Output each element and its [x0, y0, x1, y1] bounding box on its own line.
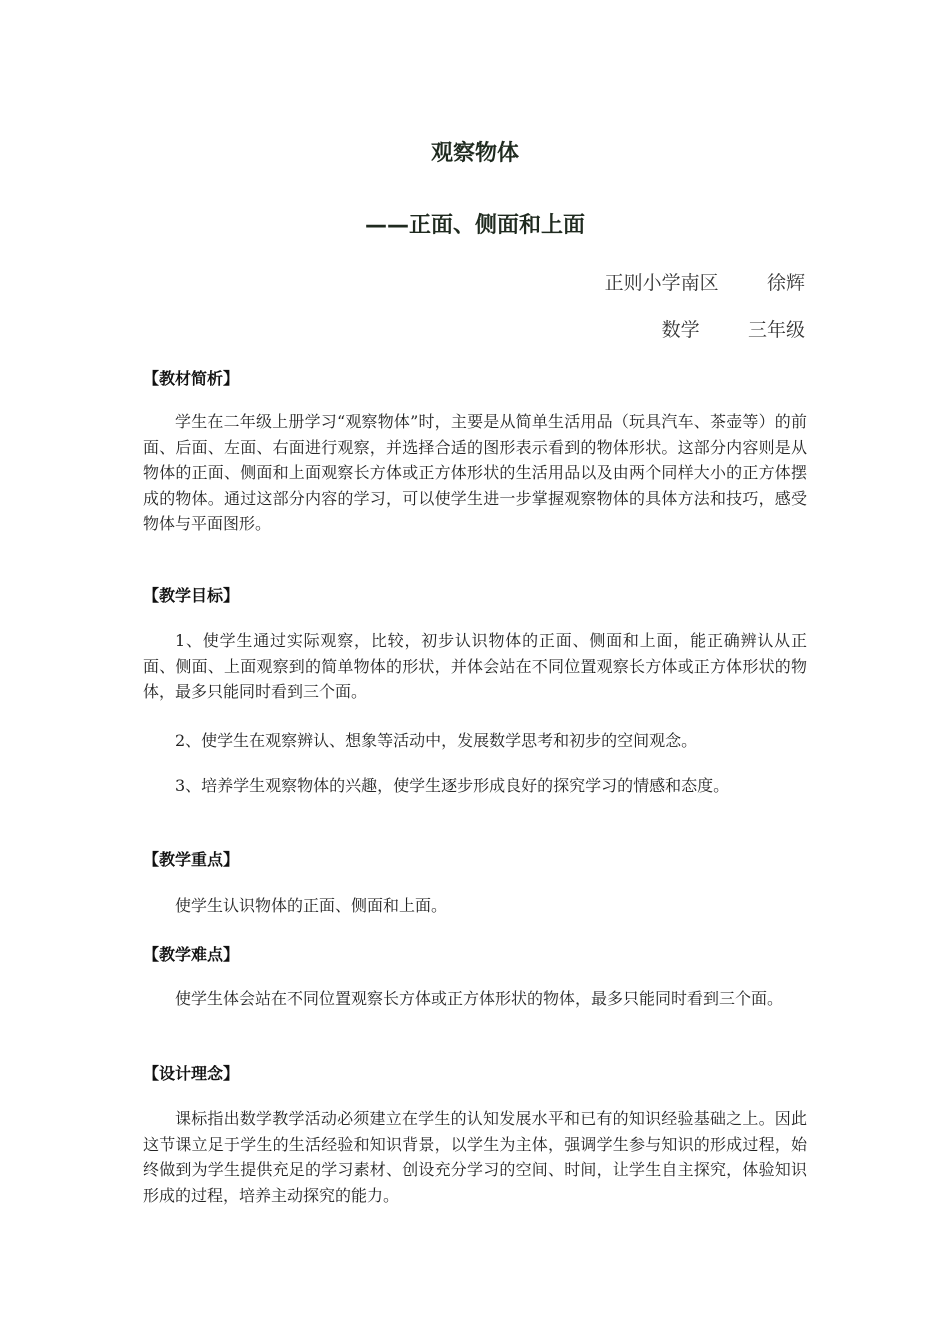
heading-materials: 【教材简析】: [143, 369, 240, 388]
heading-goals: 【教学目标】: [143, 586, 240, 605]
paragraph-key-points: 使学生认识物体的正面、侧面和上面。: [175, 896, 448, 915]
paragraph-design: 课标指出数学教学活动必须建立在学生的认知发展水平和已有的知识经验基础之上。因此这节课立足于学生的生活经验和知识背景，以学生为主体，强调学生参与知识的形成过程，始终做到为学生提供充足的学习素材、创设充分学习的空间、时间，让学生自主探究，体验知识形成的过程，培养主动探究的能力。: [143, 1109, 807, 1205]
document-subtitle: ——正面、侧面和上面: [364, 213, 585, 238]
author-line: 正则小学南区 徐辉: [604, 272, 805, 294]
heading-difficulties: 【教学难点】: [143, 945, 240, 964]
document-title: 观察物体: [430, 141, 519, 166]
heading-design: 【设计理念】: [143, 1064, 240, 1083]
goal-item-2: 2、使学生在观察辨认、想象等活动中，发展数学思考和初步的空间观念。: [175, 731, 698, 750]
paragraph-materials: 学生在二年级上册学习“观察物体”时，主要是从简单生活用品（玩具汽车、茶壶等）的前面、后面、左面、右面进行观察，并选择合适的图形表示看到的物体形状。这部分内容则是从物体的正面、侧面和上面观察长方体或正方体形状的生活用品以及由两个同样大小的正方体摆成的物体。通过这部分内容的学习，可以使学生进一步掌握观察物体的具体方法和技巧，感受物体与平面图形。: [143, 412, 807, 533]
heading-key-points: 【教学重点】: [143, 850, 240, 869]
goal-item-3: 3、培养学生观察物体的兴趣，使学生逐步形成良好的探究学习的情感和态度。: [175, 776, 730, 795]
goal-item-1: 1、使学生通过实际观察，比较，初步认识物体的正面、侧面和上面，能正确辨认从正面、侧面、上面观察到的简单物体的形状，并体会站在不同位置观察长方体或正方体形状的物体，最多只能同时看到三个面。: [143, 631, 807, 701]
subject-grade-line: 数学 三年级: [661, 319, 805, 341]
paragraph-difficulties: 使学生体会站在不同位置观察长方体或正方体形状的物体，最多只能同时看到三个面。: [175, 989, 784, 1008]
